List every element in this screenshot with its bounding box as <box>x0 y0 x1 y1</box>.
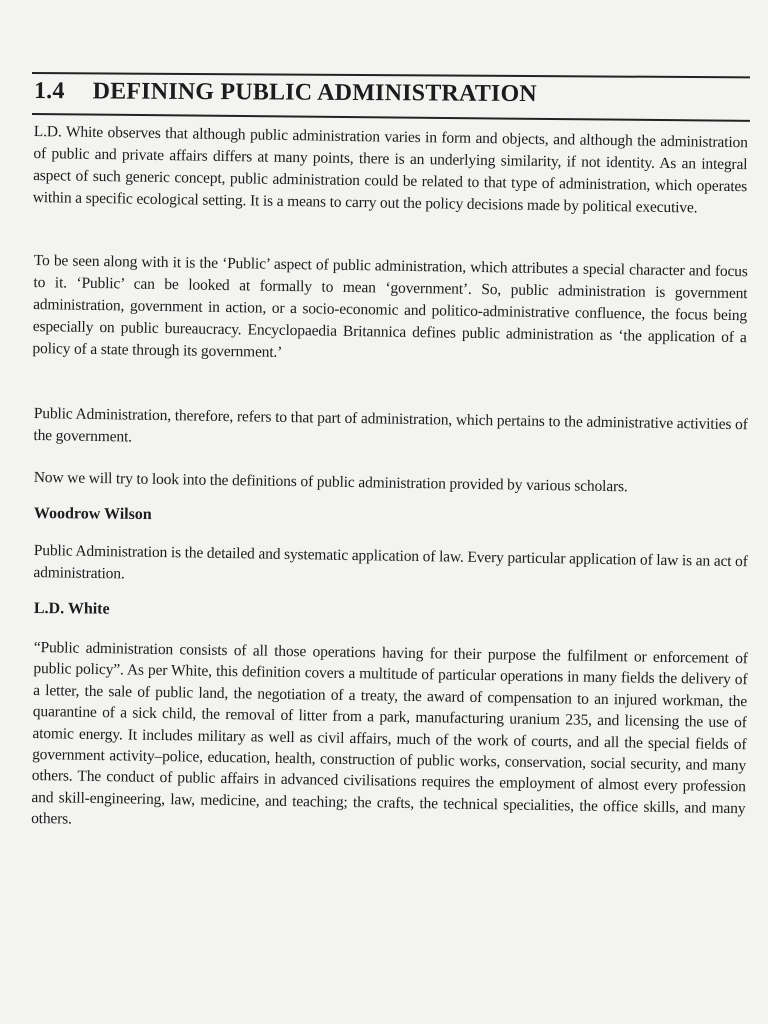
paragraph-public-administration-refers: Public Administration, therefore, refers to that part of administration, which pertains to the administrative activities of the government. <box>33 404 748 446</box>
section-title: DEFINING PUBLIC ADMINISTRATION <box>92 78 537 108</box>
subheading-woodrow-wilson: Woodrow Wilson <box>33 505 152 524</box>
paragraph-wilson-definition: Public Administration is the detailed and systematic application of law. Every particular application of law is an act of administration. <box>33 541 748 583</box>
paragraph-white-observation: L.D. White observes that although public administration varies in form and objects, and although the administration of public and private affairs differs at many points, there is an underlying similarity, if not identity. As an integral aspect of such generic concept, public administration could be related to that type of administration, which operates within a specific ecological setting. It is a means to carry out the policy decisions made by political executive. <box>32 122 748 217</box>
paragraph-definitions-intro: Now we will try to look into the definitions of public administration provided by various scholars. <box>33 468 628 496</box>
section-heading <box>34 78 734 109</box>
subheading-ld-white: L.D. White <box>33 600 110 618</box>
paragraph-public-aspect: To be seen along with it is the ‘Public’ aspect of public administration, which attributes a special character and focus to it. ‘Public’ can be looked at formally to mean ‘government’. So, public administration is government administration, government in action, or a socio-economic and politico-administrative confluence, the focus being especially on public bureaucracy. Encyclopaedia Britannica defines public administration as ‘the application of a policy of a state through its government.’ <box>32 251 748 361</box>
paragraph-white-definition: “Public administration consists of all those operations having for their purpose the fulfilment or enforcement of public policy”. As per White, this definition covers a multitude of particular operations in many fields the delivery of a letter, the sale of public land, the negotiation of a treaty, the award of compensation to an injured workman, the quarantine of a sick child, the removal of litter from a park, manufacturing uranium 235, and licensing the use of atomic energy. It includes military as well as civil affairs, much of the work of courts, and all the special fields of government activity–police, education, health, construction of public works, conservation, social security, and many others. The conduct of public affairs in advanced civilisations requires the employment of almost every profession and skill-engineering, law, medicine, and teaching; the crafts, the technical specialities, the office skills, and many others. <box>31 638 748 828</box>
top-rule <box>32 72 750 78</box>
section-number: 1.4 <box>33 78 65 105</box>
bottom-rule <box>32 113 750 122</box>
